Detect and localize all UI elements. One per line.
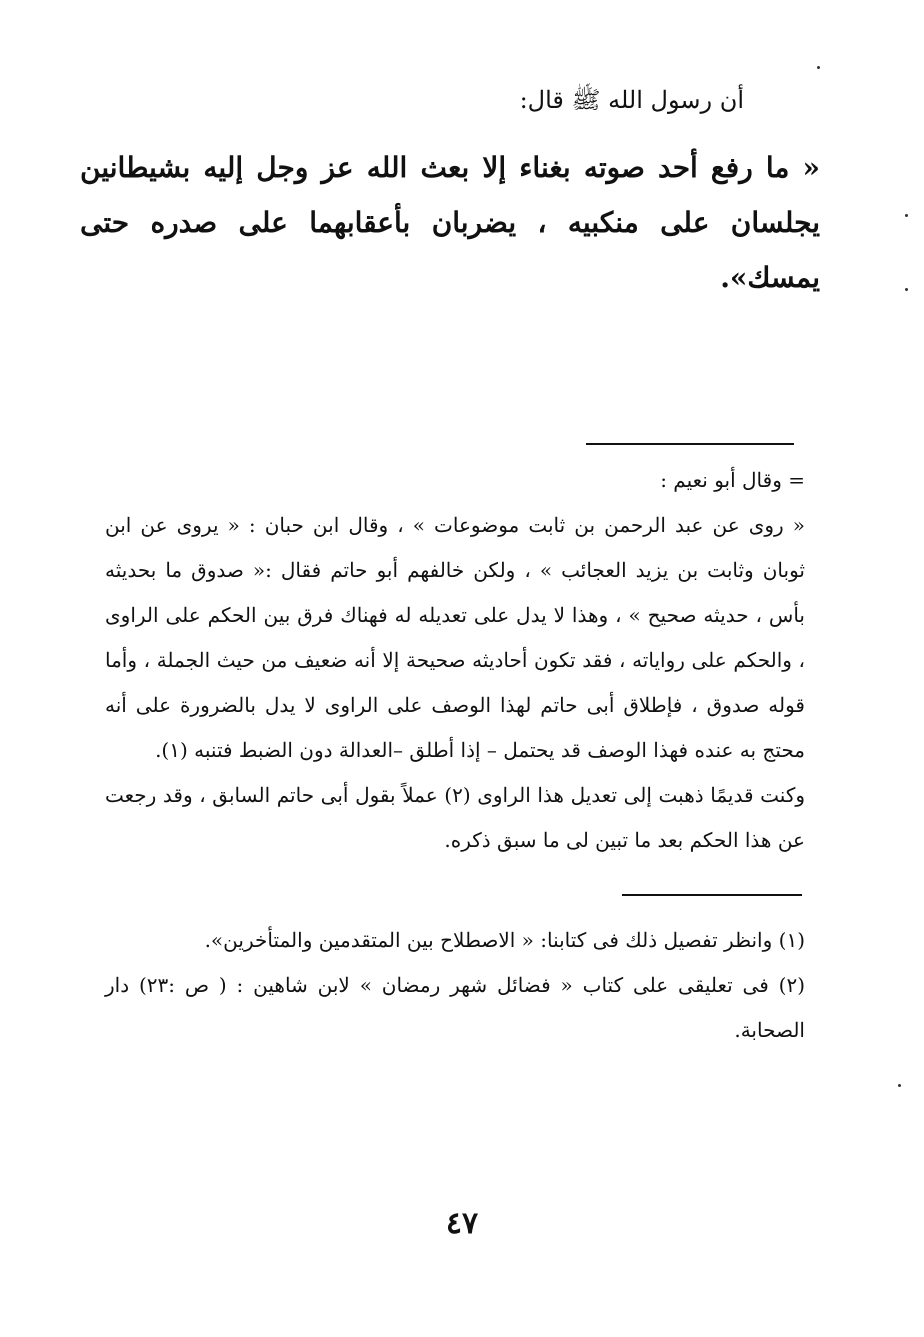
footnote-paragraph-1: « روى عن عبد الرحمن بن ثابت موضوعات » ، وقال ابن حبان : « يروى عن ابن ثوبان وثابت بن يزيد العجائب » ، ولكن خالفهم أبو حاتم فقال :« صدوق ما بحديثه بأس ، حديثه صحيح » ، وهذا لا يدل على تعديله له فهناك فرق بين الحكم على الراوى ، والحكم على رواياته ، فقد تكون أحاديثه صحيحة إلا أنه ضعيف من حيث الجملة ، وأما قوله صدوق ، فإطلاق أبى حاتم لهذا الوصف على الراوى لا يدل بالضرورة على أنه محتج به عنده فهذا الوصف قد يحتمل – إذا أطلق –العدالة دون الضبط فتنبه (١). <box>105 513 805 762</box>
scan-speck <box>905 214 908 217</box>
page-number: ٤٧ <box>445 1206 479 1241</box>
scan-speck <box>817 66 820 69</box>
footnote-separator-bottom <box>622 894 802 896</box>
footnote-2: (٢) فى تعليقى على كتاب « فضائل شهر رمضان » لابن شاهين : ( ص :٢٣) دار الصحابة. <box>105 973 806 1042</box>
scan-speck <box>905 288 908 291</box>
footnote-lead: = وقال أبو نعيم : <box>660 468 805 492</box>
footnote-1: (١) وانظر تفصيل ذلك فى كتابنا: « الاصطلاح بين المتقدمين والمتأخرين». <box>204 928 805 952</box>
footnote-continuation <box>105 458 805 863</box>
footnote-separator-top <box>586 443 794 445</box>
footnote-paragraph-2: وكنت قديمًا ذهبت إلى تعديل هذا الراوى (٢) عملاً بقول أبى حاتم السابق ، وقد رجعت عن هذا الحكم بعد ما تبين لى ما سبق ذكره. <box>105 783 806 852</box>
intro-line: أن رسول الله ﷺ قال: <box>519 86 744 114</box>
hadith-text: « ما رفع أحد صوته بغناء إلا بعث الله عز وجل إليه بشيطانين يجلسان على منكبيه ، يضربان بأعقابهما على صدره حتى يمسك». <box>80 151 820 294</box>
footnotes <box>105 918 805 1053</box>
scan-speck <box>898 1084 901 1087</box>
